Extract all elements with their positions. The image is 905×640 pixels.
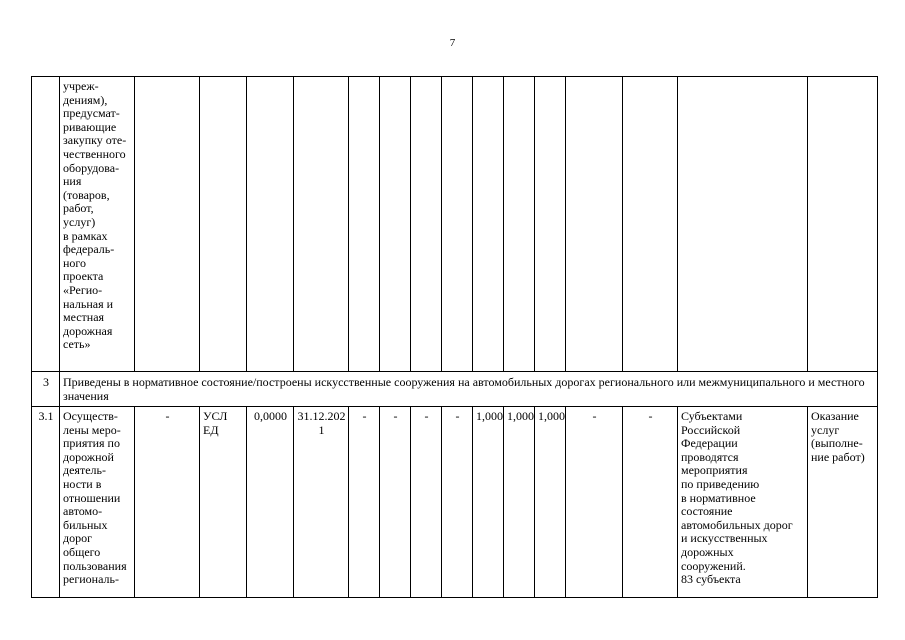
cell-empty xyxy=(623,77,678,372)
cell-name xyxy=(60,77,135,372)
cell-col7: - xyxy=(349,407,380,598)
cell-base-value: 0,0000 xyxy=(247,407,294,598)
cell-col13: 1,000 xyxy=(535,407,566,598)
row-number: 3.1 xyxy=(32,407,60,598)
cell-empty xyxy=(504,77,535,372)
cell-type xyxy=(808,407,878,598)
cell-empty xyxy=(380,77,411,372)
cell-col3: - xyxy=(135,407,200,598)
cell-empty xyxy=(535,77,566,372)
cell-empty xyxy=(247,77,294,372)
cell-empty xyxy=(200,77,247,372)
cell-empty xyxy=(442,77,473,372)
table-row-section-3 xyxy=(32,372,878,407)
section-title: Приведены в нормативное состояние/построены искусственные сооружения на автомобильных дорогах регионального или межмуниципального и местного значения xyxy=(60,372,878,407)
cell-description xyxy=(678,407,808,598)
cell-col10: - xyxy=(442,407,473,598)
cell-num xyxy=(32,77,60,372)
cell-type-text: Оказание услуг (выполне- ние работ) xyxy=(811,409,865,464)
cell-unit: УСЛ ЕД xyxy=(200,407,247,598)
table-row-3-1 xyxy=(32,407,878,598)
cell-empty xyxy=(135,77,200,372)
cell-empty xyxy=(808,77,878,372)
cell-col14: - xyxy=(566,407,623,598)
cell-description-text: Субъектами Российской Федерации проводятся мероприятия по приведению в нормативное состояние автомобильных дорог и искусственных дорожных сооружений. 83 субъекта xyxy=(681,409,793,587)
row-name-text: Осуществ- лены меро- приятия по дорожной деятель- ности в отношении автомо- бильных дорог общего пользования региональ- xyxy=(63,409,127,587)
cell-empty xyxy=(411,77,442,372)
cell-empty xyxy=(294,77,349,372)
cell-col11: 1,000 xyxy=(473,407,504,598)
cell-empty xyxy=(473,77,504,372)
cell-date xyxy=(294,407,349,598)
cell-name-text: учреж- дениям), предусмат- ривающие закупку оте- чественного оборудова- ния (товаров, работ, услуг) в рамках федераль- ного проекта «Регио- нальная и местная дорожная сеть» xyxy=(63,79,127,352)
table-row-continuation xyxy=(32,77,878,372)
cell-date-text: 31.12.202 1 xyxy=(297,409,346,437)
section-number: 3 xyxy=(32,372,60,407)
cell-empty xyxy=(349,77,380,372)
cell-empty xyxy=(678,77,808,372)
page-number: 7 xyxy=(449,37,456,49)
cell-col15: - xyxy=(623,407,678,598)
cell-empty xyxy=(566,77,623,372)
cell-col8: - xyxy=(380,407,411,598)
row-name xyxy=(60,407,135,598)
cell-col9: - xyxy=(411,407,442,598)
cell-col12: 1,000 xyxy=(504,407,535,598)
results-table xyxy=(31,76,878,598)
